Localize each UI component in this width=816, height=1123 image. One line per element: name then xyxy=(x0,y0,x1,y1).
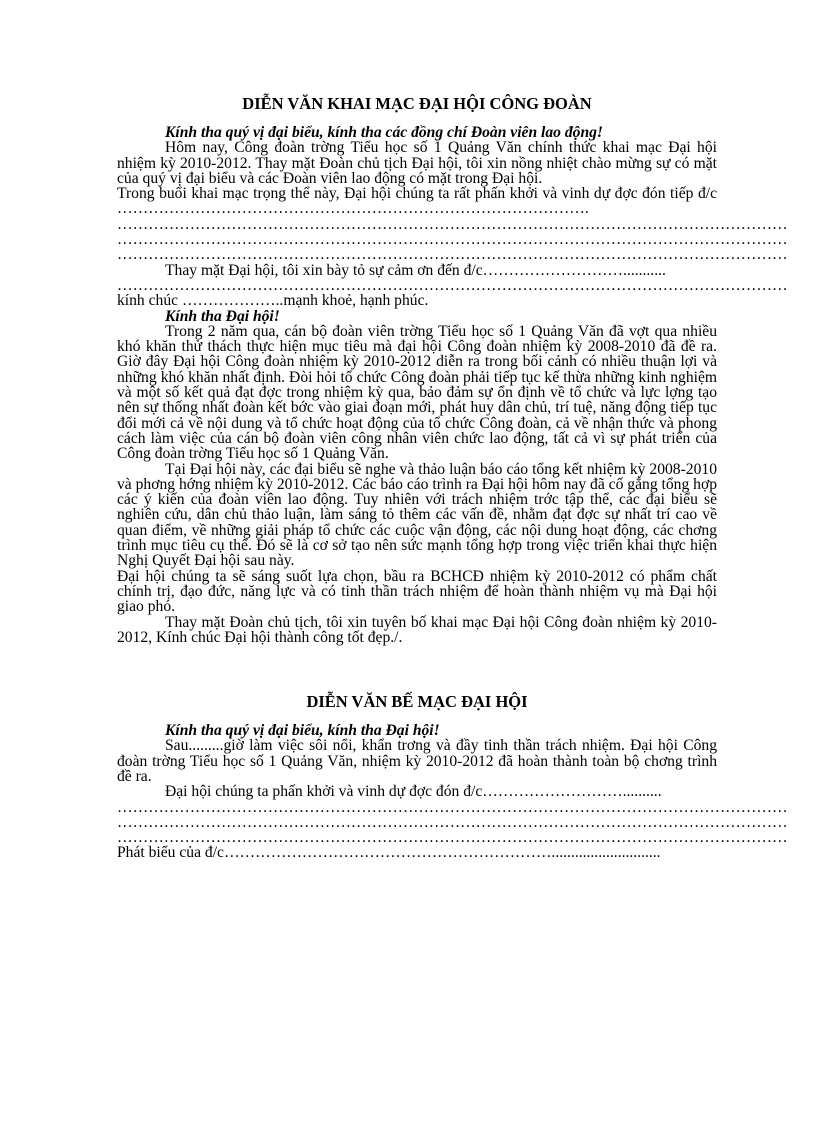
paragraph: kính chúc ………………..mạnh khoẻ, hạnh phúc. xyxy=(117,292,429,310)
dotted-line: ………………………………………………………………………………………………………………… xyxy=(117,231,788,249)
page-title: DIỄN VĂN KHAI MẠC ĐẠI HỘI CÔNG ĐOÀN xyxy=(242,94,592,113)
document-page xyxy=(117,94,788,862)
paragraph: Đại hội chúng ta sẽ sáng suốt lựa chọn, bầu ra BCHCĐ nhiệm kỳ 2010-2012 có phẩm chất chính trị, đạo đức, năng lực và có tinh thần trách nhiệm để hoàn thành nhiệm vụ mà Đại hội giao phó. xyxy=(117,567,717,616)
dotted-line: ………………………………………………………………………………………………………………… xyxy=(117,813,788,831)
dotted-line: ………………………………………………………………………………………………………………… xyxy=(117,246,788,264)
dotted-line: ………………………………………………………………………………………………………………… xyxy=(117,276,788,294)
paragraph: Đại hội chúng ta phấn khởi và vinh dự đợc đón đ/c……………………….......... xyxy=(165,783,662,801)
paragraph: Phát biểu của đ/c………………………………………………………............................ xyxy=(117,844,661,862)
greeting: Kính tha quý vị đại biểu, kính tha các đồng chí Đoàn viên lao động! xyxy=(165,124,603,141)
section-title: DIỄN VĂN BẾ MẠC ĐẠI HỘI xyxy=(306,692,528,712)
paragraph: Thay mặt Đại hội, tôi xin bày tỏ sự cảm ơn đến đ/c………………………........... xyxy=(165,261,666,279)
section-gap xyxy=(117,645,717,693)
paragraph: Hôm nay, Công đoàn trờng Tiểu học số 1 Quảng Văn chính thức khai mạc Đại hội nhiệm kỳ 2010-2012. Thay mặt Đoàn chủ tịch Đại hội, tôi xin nồng nhiệt chào mừng sự có mặt của quý vị đại biểu và các Đoàn viên lao động có mặt trong Đại hội. xyxy=(117,139,717,187)
greeting: Kính tha quý vị đại biểu, kính tha Đại hội! xyxy=(165,722,440,740)
paragraph: Trong buổi khai mạc trọng thể này, Đại hội chúng ta rất phấn khởi và vinh dự đợc đón tiếp đ/c ………………………………………………………………………………. xyxy=(117,185,717,218)
dotted-line: ………………………………………………………………………………………………………………… xyxy=(117,829,788,847)
paragraph: Sau.........giờ làm việc sôi nổi, khẩn trơng và đầy tinh thần trách nhiệm. Đại hội Công đoàn trờng Tiểu học số 1 Quảng Văn, nhiệm kỳ 2010-2012 đã hoàn thành toàn bộ chơng trình đề ra. xyxy=(117,737,717,785)
dotted-line: ………………………………………………………………………………………………………………… xyxy=(117,215,788,233)
paragraph: Tại Đại hội này, các đại biểu sẽ nghe và thảo luận báo cáo tổng kết nhiệm kỳ 2008-2010 và phơng hớng nhiệm kỳ 2010-2012. Các báo cáo trình ra Đại hội hôm nay đã cố gắng tổng hợp các ý kiến của đoàn viên lao động. Tuy nhiên với trách nhiệm trớc tập thể, các đại biểu sẽ nghiên cứu, dân chủ thảo luận, làm sáng tỏ thêm các vấn đề, nhằm đạt đợc sự nhất trí cao về quan điểm, về những giải pháp tổ chức các cuộc vận động, các nội dung hoạt động, các chơng trình mục tiêu cụ thể. Đó sẽ là cơ sở tạo nên sức mạnh tổng hợp trong việc triển khai thực hiện Nghị Quyết Đại hội sau này. xyxy=(117,460,717,570)
paragraph: Trong 2 năm qua, cán bộ đoàn viên trờng Tiểu học số 1 Quảng Văn đã vợt qua nhiều khó khăn thử thách thực hiện mục tiêu mà đại hội Công đoàn nhiệm kỳ 2008-2010 đã đề ra. Giờ đây Đại hội Công đoàn nhiệm kỳ 2010-2012 diễn ra trong bối cảnh có nhiều thuận lợi và những khó khăn nhất định. Đòi hỏi tổ chức Công đoàn phải tiếp tục kế thừa những kinh nghiệm và một số kết quả đạt đợc trong nhiệm kỳ qua, bảo đảm sự ổn định về tổ chức và lực lợng tạo nên sự thống nhất đoàn kết bớc vào giai đoạn mới, phát huy dân chủ, trí tuệ, năng động tiếp tục đổi mới cả về nội dung và tổ chức hoạt động của tổ chức Công đoàn, cả về nhận thức và phong cách làm việc của cán bộ đoàn viên công nhân viên chức lao động, tất cả vì sự phát triển của Công đoàn trờng Tiểu học số 1 Quảng Văn. xyxy=(117,322,717,463)
greeting: Kính tha Đại hội! xyxy=(165,307,280,325)
paragraph: Thay mặt Đoàn chủ tịch, tôi xin tuyên bố khai mạc Đại hội Công đoàn nhiệm kỳ 2010-2012, Kính chúc Đại hội thành công tốt đẹp./. xyxy=(117,613,717,646)
dotted-line: ………………………………………………………………………………………………………………… xyxy=(117,798,788,816)
